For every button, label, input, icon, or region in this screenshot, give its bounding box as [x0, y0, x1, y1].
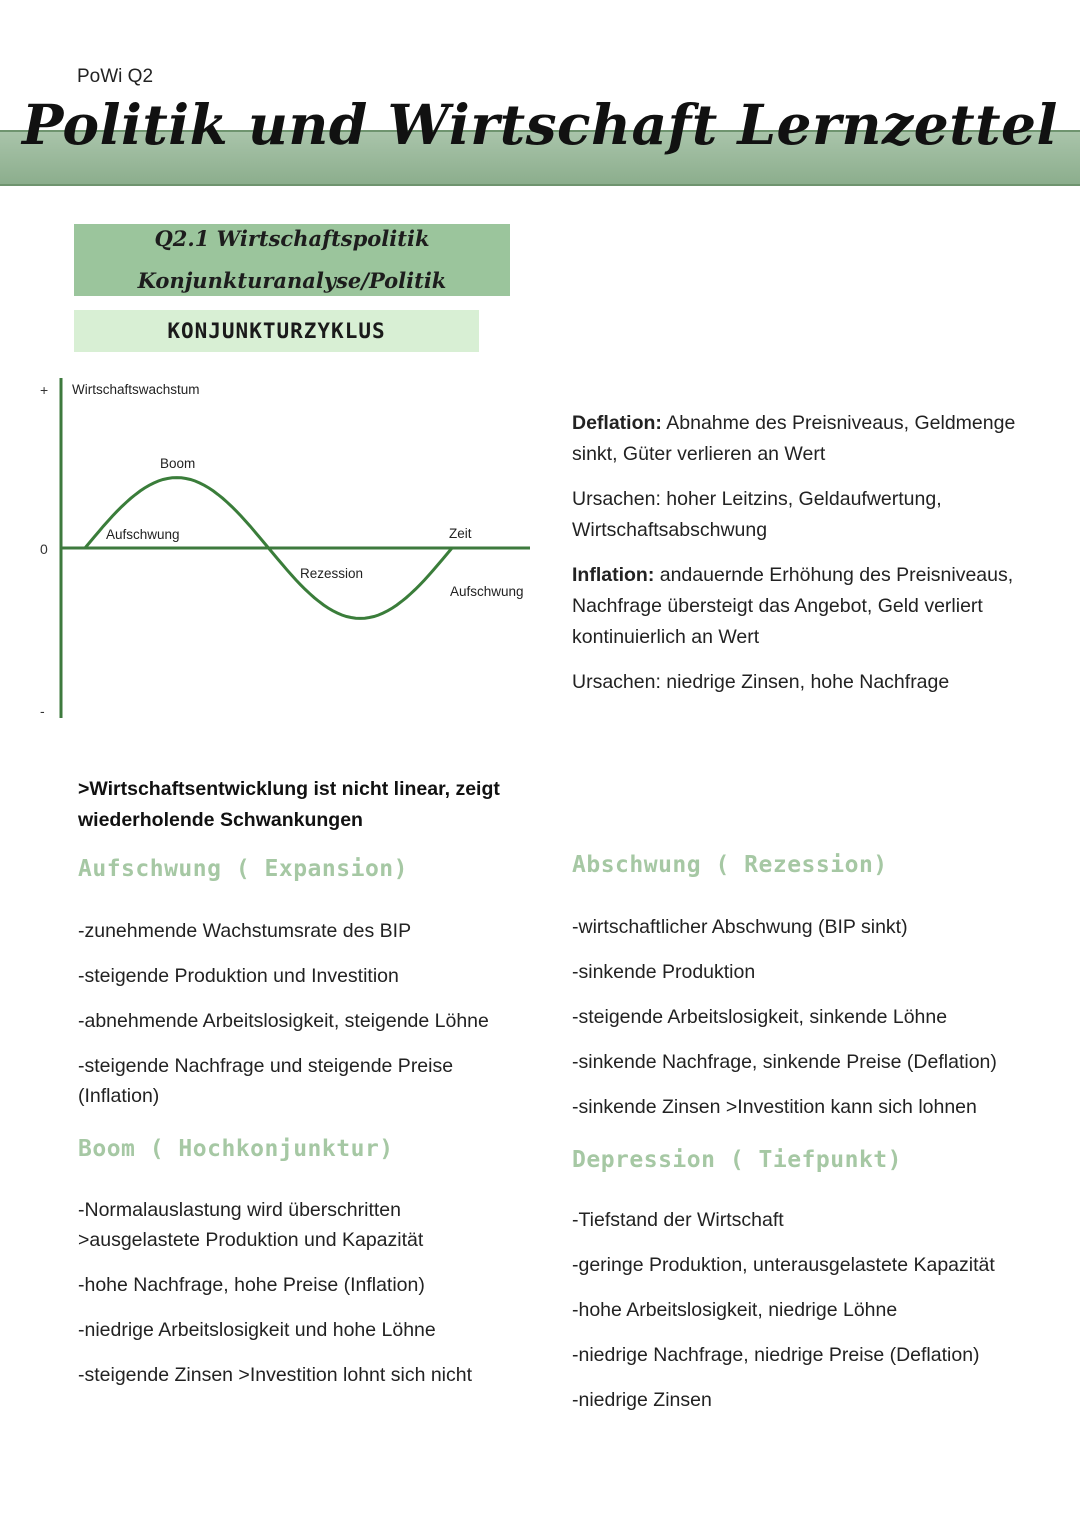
list-item: -sinkende Produktion	[572, 961, 756, 983]
list-depression	[572, 1205, 1032, 1415]
annotation-boom: Boom	[160, 456, 196, 471]
annotation-aufschwung-1: Aufschwung	[106, 527, 180, 542]
y-tick-plus: +	[40, 382, 49, 398]
definition-deflation	[572, 408, 1042, 470]
list-item: -niedrige Zinsen	[572, 1389, 712, 1411]
x-axis-label: Zeit	[449, 526, 472, 541]
heading-abschwung: Abschwung ( Rezession)	[572, 852, 888, 878]
business-cycle-chart	[0, 370, 560, 730]
definition-inflation-causes	[572, 667, 1042, 698]
course-label: PoWi Q2	[77, 66, 154, 87]
list-item: -steigende Produktion und Investition	[78, 965, 399, 987]
definition-text: andauernde Erhöhung des Preisniveaus, Nachfrage übersteigt das Angebot, Geld verliert kontinuierlich an Wert	[572, 564, 1014, 648]
key-statement: >Wirtschaftsentwicklung ist nicht linear, zeigt wiederholende Schwankungen	[78, 778, 500, 831]
definition-deflation-causes	[572, 484, 1042, 546]
list-item: -niedrige Arbeitslosigkeit und hohe Löhne	[78, 1319, 436, 1341]
definition-text: Ursachen: hoher Leitzins, Geldaufwertung, Wirtschaftsabschwung	[572, 488, 942, 541]
annotation-rezession: Rezession	[300, 566, 364, 581]
y-axis-label: Wirtschaftswachstum	[72, 382, 200, 397]
list-item: -steigende Arbeitslosigkeit, sinkende Löhne	[572, 1006, 948, 1028]
list-item: -Normalauslastung wird überschritten >ausgelastete Produktion und Kapazität	[78, 1199, 424, 1251]
definition-inflation	[572, 560, 1042, 653]
list-item: -steigende Zinsen >Investition lohnt sich nicht	[78, 1364, 473, 1386]
definitions	[572, 408, 1042, 712]
list-item: -steigende Nachfrage und steigende Preise (Inflation)	[78, 1055, 454, 1107]
section-title-line1: Q2.1 Wirtschaftspolitik	[154, 226, 430, 251]
list-item: -wirtschaftlicher Abschwung (BIP sinkt)	[572, 916, 908, 938]
list-boom	[78, 1195, 538, 1390]
heading-depression: Depression ( Tiefpunkt)	[572, 1147, 902, 1173]
list-item: -niedrige Nachfrage, niedrige Preise (Deflation)	[572, 1344, 980, 1366]
term-deflation: Deflation:	[572, 412, 662, 434]
subheading-box: KONJUNKTURZYKLUS	[74, 310, 479, 352]
y-tick-zero: 0	[40, 541, 48, 557]
list-item: -sinkende Nachfrage, sinkende Preise (Deflation)	[572, 1051, 997, 1073]
term-inflation: Inflation:	[572, 564, 655, 586]
annotation-aufschwung-2: Aufschwung	[450, 584, 524, 599]
list-item: -geringe Produktion, unterausgelastete Kapazität	[572, 1254, 995, 1276]
page-title: Politik und Wirtschaft Lernzettel	[22, 92, 1058, 157]
heading-aufschwung: Aufschwung ( Expansion)	[78, 856, 408, 882]
list-item: -hohe Nachfrage, hohe Preise (Inflation)	[78, 1274, 425, 1296]
definition-text: Abnahme des Preisniveaus, Geldmenge sinkt, Güter verlieren an Wert	[572, 412, 1016, 465]
y-tick-minus: -	[40, 703, 45, 719]
list-item: -zunehmende Wachstumsrate des BIP	[78, 920, 412, 942]
definition-text: Ursachen: niedrige Zinsen, hohe Nachfrage	[572, 671, 950, 693]
list-abschwung	[572, 912, 1032, 1122]
list-item: -sinkende Zinsen >Investition kann sich lohnen	[572, 1096, 977, 1118]
section-title-line2: Konjunkturanalyse/Politik	[137, 268, 447, 293]
list-aufschwung	[78, 916, 538, 1111]
list-item: -Tiefstand der Wirtschaft	[572, 1209, 784, 1231]
list-item: -hohe Arbeitslosigkeit, niedrige Löhne	[572, 1299, 898, 1321]
heading-boom: Boom ( Hochkonjunktur)	[78, 1136, 394, 1162]
section-title-box	[74, 224, 510, 296]
list-item: -abnehmende Arbeitslosigkeit, steigende Löhne	[78, 1010, 489, 1032]
